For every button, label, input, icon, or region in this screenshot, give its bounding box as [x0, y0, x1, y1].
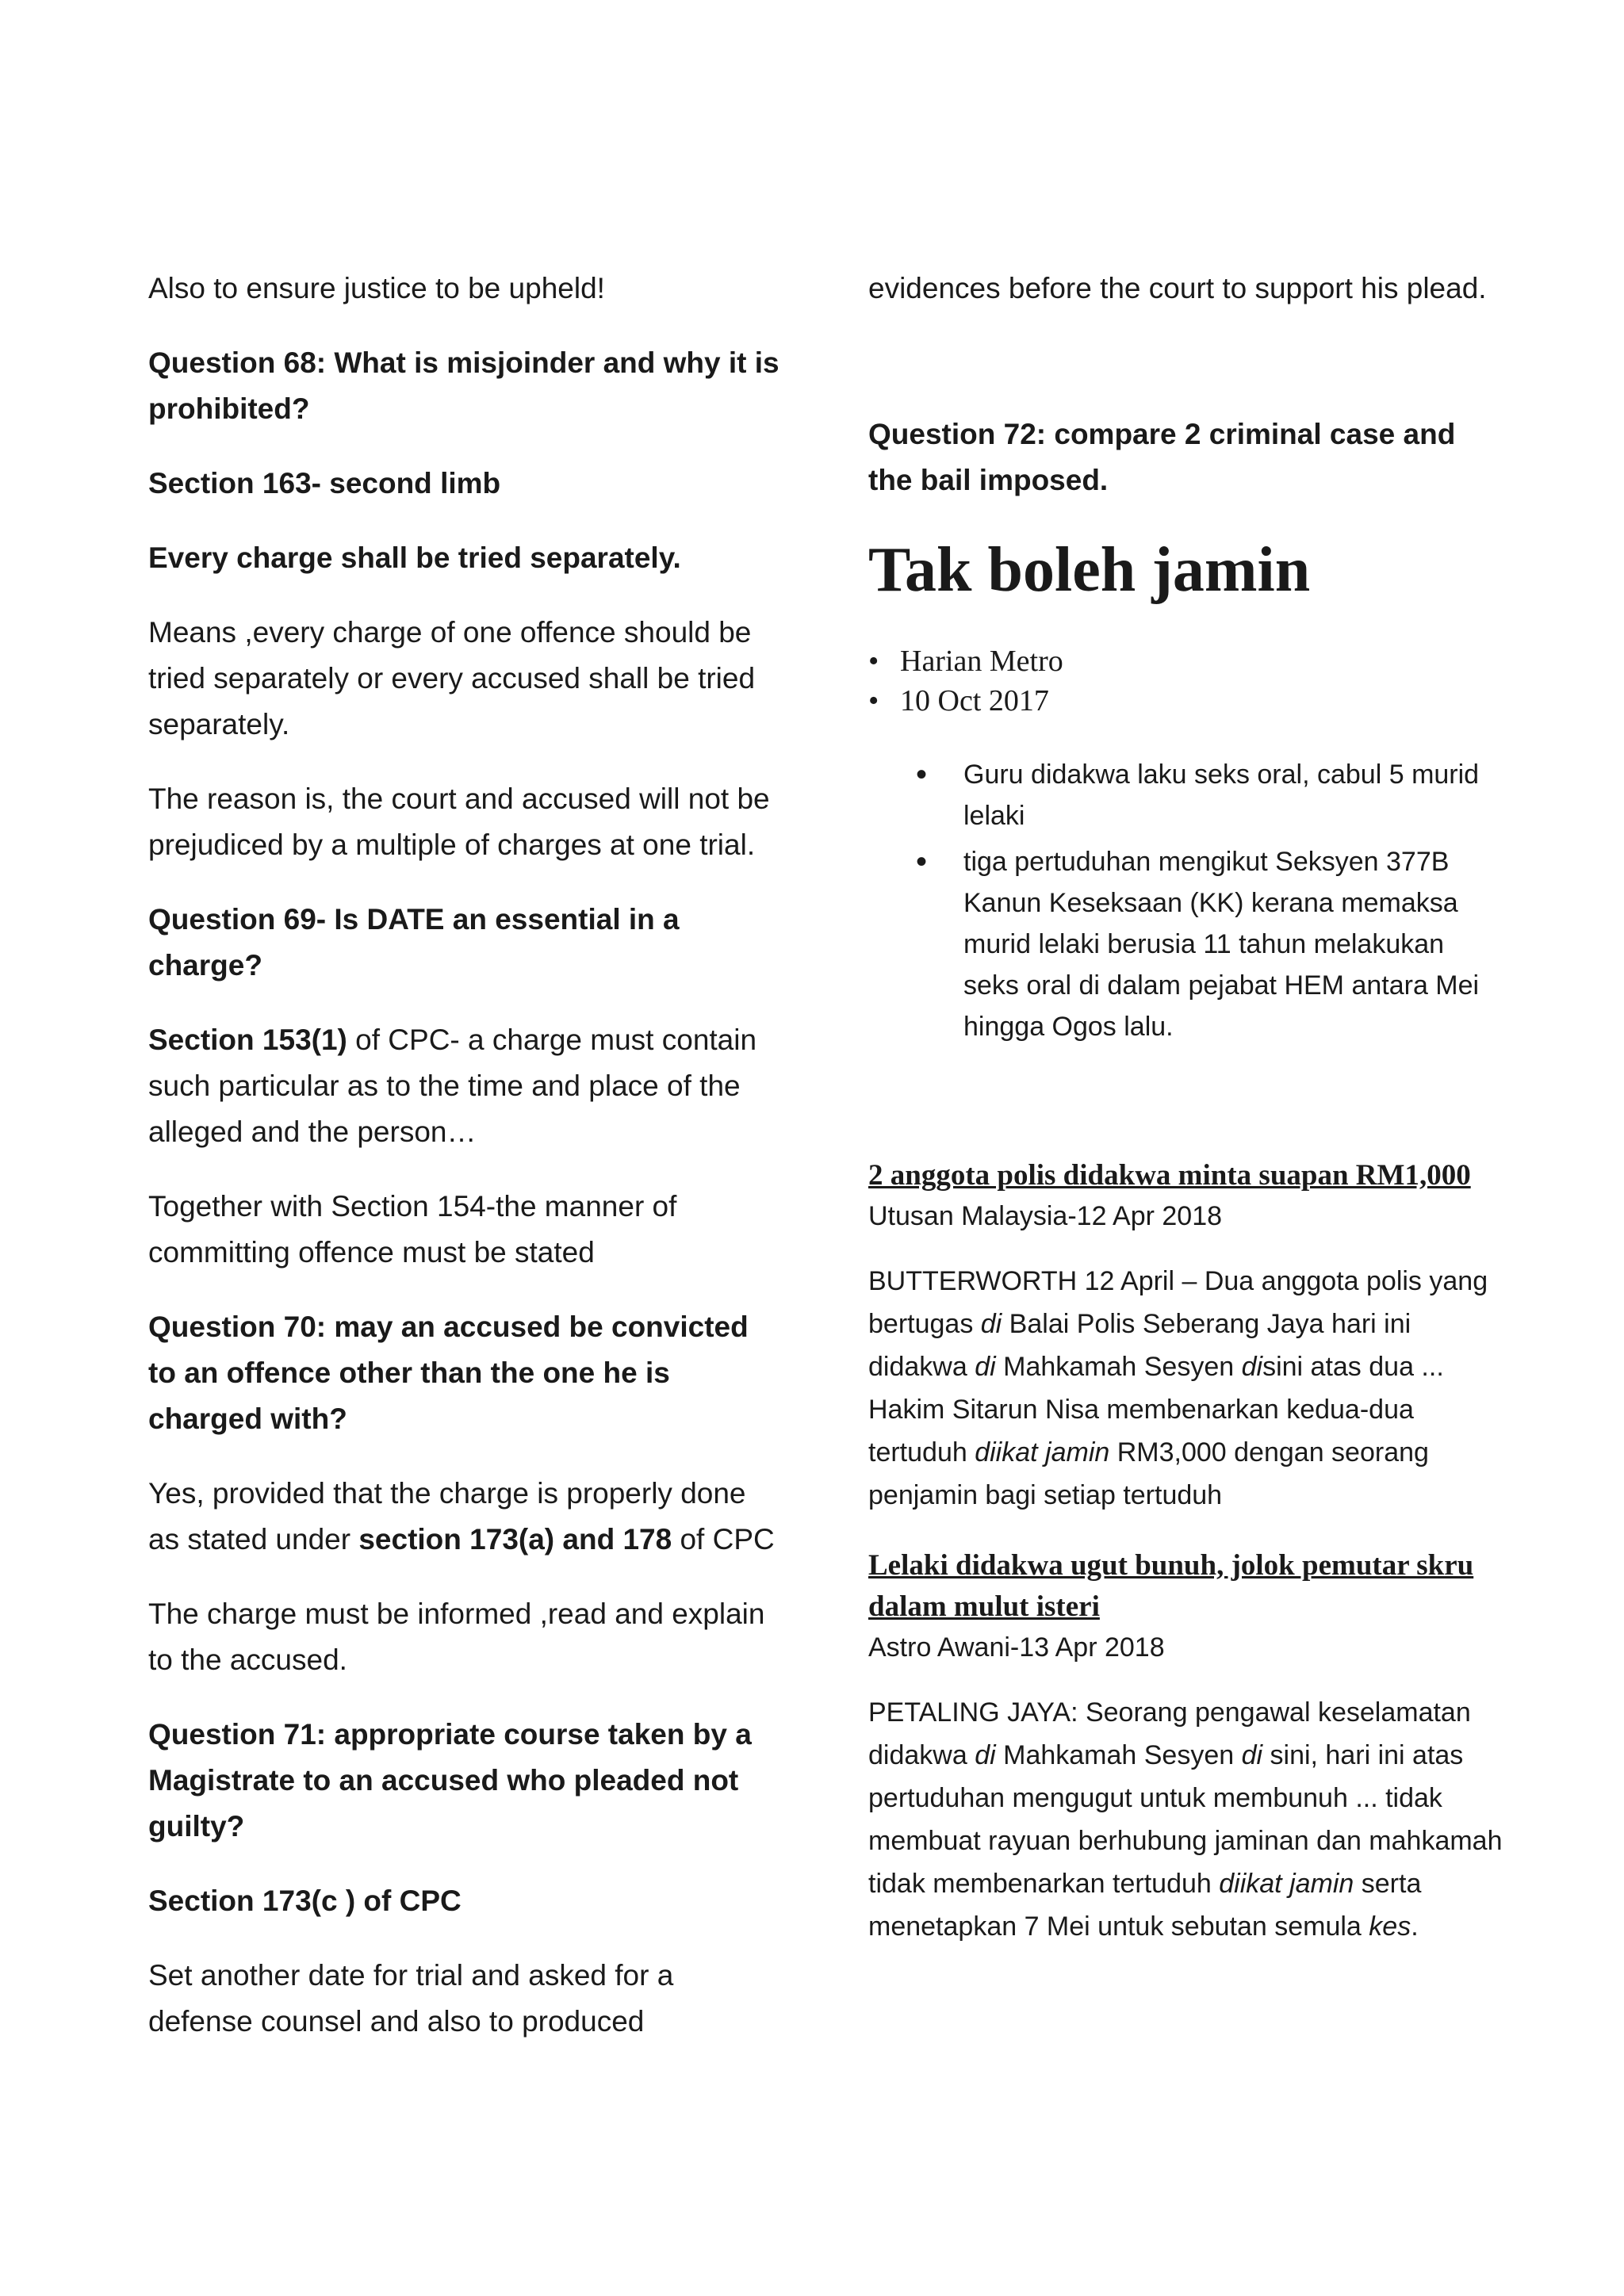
informed-paragraph: The charge must be informed ,read and explain to the accused.: [148, 1598, 765, 1676]
question-72: Question 72: compare 2 criminal case and the bail imposed.: [868, 418, 1456, 496]
news2-source: Astro Awani-13 Apr 2018: [868, 1632, 1165, 1663]
question-69: Question 69- Is DATE an essential in a charge?: [148, 903, 680, 982]
spacer: [868, 340, 1503, 411]
section-153-paragraph: [148, 1017, 783, 1155]
section-163-heading: Section 163- second limb: [148, 467, 501, 499]
news1-headline: 2 anggota polis didakwa minta suapan RM1,000: [868, 1159, 1471, 1192]
news1-text: BUTTERWORTH 12 April – Dua anggota polis yang bertugas: [868, 1266, 1488, 1339]
news-title: Tak boleh jamin: [868, 535, 1311, 605]
news1-text: Mahkamah Sesyen: [995, 1352, 1242, 1382]
news-point: • Guru didakwa laku seks oral, cabul 5 murid lelaki: [916, 754, 1503, 836]
news-points-list: [916, 754, 1503, 1047]
news2-text: sini, hari ini atas pertuduhan mengugut untuk membunuh ... tidak membuat rayuan berhubung jaminan dan mahkamah tidak membenarkan tertuduh: [868, 1740, 1503, 1899]
news1-italic: di: [980, 1309, 1002, 1339]
news2-italic: di: [1241, 1740, 1263, 1770]
news2-italic: kes: [1369, 1911, 1411, 1942]
section-154-paragraph: Together with Section 154-the manner of committing offence must be stated: [148, 1190, 677, 1269]
news-meta-list: [868, 641, 1503, 721]
news2-italic: diikat jamin: [1219, 1869, 1354, 1899]
news1-text: RM3,000 dengan seorang penjamin bagi setiap tertuduh: [868, 1437, 1429, 1510]
set-date-paragraph: Set another date for trial and asked for a defense counsel and also to produced: [148, 1959, 674, 2038]
news2-body: [868, 1691, 1503, 1948]
intro-text: Also to ensure justice to be upheld!: [148, 272, 605, 304]
yes-text-end: of CPC: [672, 1523, 775, 1556]
news2-text: serta menetapkan 7 Mei untuk sebutan semula: [868, 1869, 1422, 1942]
news-meta-date: • 10 Oct 2017: [868, 681, 1503, 721]
section-173c-heading: Section 173(c ) of CPC: [148, 1885, 462, 1917]
news2-italic: di: [975, 1740, 996, 1770]
means-paragraph: Means ,every charge of one offence should be tried separately or every accused shall be tried separately.: [148, 616, 756, 740]
section-173a-ref: section 173(a) and 178: [358, 1523, 672, 1556]
left-column: [148, 266, 783, 2073]
right-column: [868, 266, 1503, 1976]
news1-text: Balai Polis Seberang Jaya hari ini didakwa: [868, 1309, 1411, 1382]
section-153-text: of CPC- a charge must contain such particular as to the time and place of the alleged and the person…: [148, 1024, 757, 1148]
question-71: Question 71: appropriate course taken by a Magistrate to an accused who pleaded not guilty?: [148, 1718, 752, 1843]
yes-paragraph: [148, 1471, 783, 1563]
news2-text: Mahkamah Sesyen: [995, 1740, 1242, 1770]
section-153-ref: Section 153(1): [148, 1024, 347, 1056]
every-charge-heading: Every charge shall be tried separately.: [148, 541, 681, 574]
continued-paragraph: evidences before the court to support his plead.: [868, 272, 1487, 304]
spacer: [868, 1052, 1503, 1155]
news2-headline: Lelaki didakwa ugut bunuh, jolok pemutar skru dalam mulut isteri: [868, 1549, 1474, 1623]
reason-paragraph: The reason is, the court and accused will not be prejudiced by a multiple of charges at one trial.: [148, 783, 770, 861]
news1-italic: di: [1241, 1352, 1263, 1382]
news-point: • tiga pertuduhan mengikut Seksyen 377B Kanun Keseksaan (KK) kerana memaksa murid lelaki berusia 11 tahun melakukan seks oral di dalam pejabat HEM antara Mei hingga Ogos lalu.: [916, 841, 1503, 1047]
yes-text-start: Yes, provided that the charge is properly done as stated under: [148, 1477, 746, 1556]
news1-source: Utusan Malaysia-12 Apr 2018: [868, 1201, 1223, 1231]
news1-italic: di: [975, 1352, 996, 1382]
news2-text: .: [1411, 1911, 1419, 1942]
question-70: Question 70: may an accused be convicted to an offence other than the one he is charged with?: [148, 1311, 749, 1435]
question-68: Question 68: What is misjoinder and why it is prohibited?: [148, 346, 779, 425]
news1-text: sini atas dua ... Hakim Sitarun Nisa membenarkan kedua-dua tertuduh: [868, 1352, 1444, 1468]
news2-text: PETALING JAYA: Seorang pengawal keselamatan didakwa: [868, 1697, 1471, 1770]
news1-italic: diikat jamin: [975, 1437, 1110, 1468]
news-meta-source: • Harian Metro: [868, 641, 1503, 681]
news1-body: [868, 1260, 1503, 1517]
